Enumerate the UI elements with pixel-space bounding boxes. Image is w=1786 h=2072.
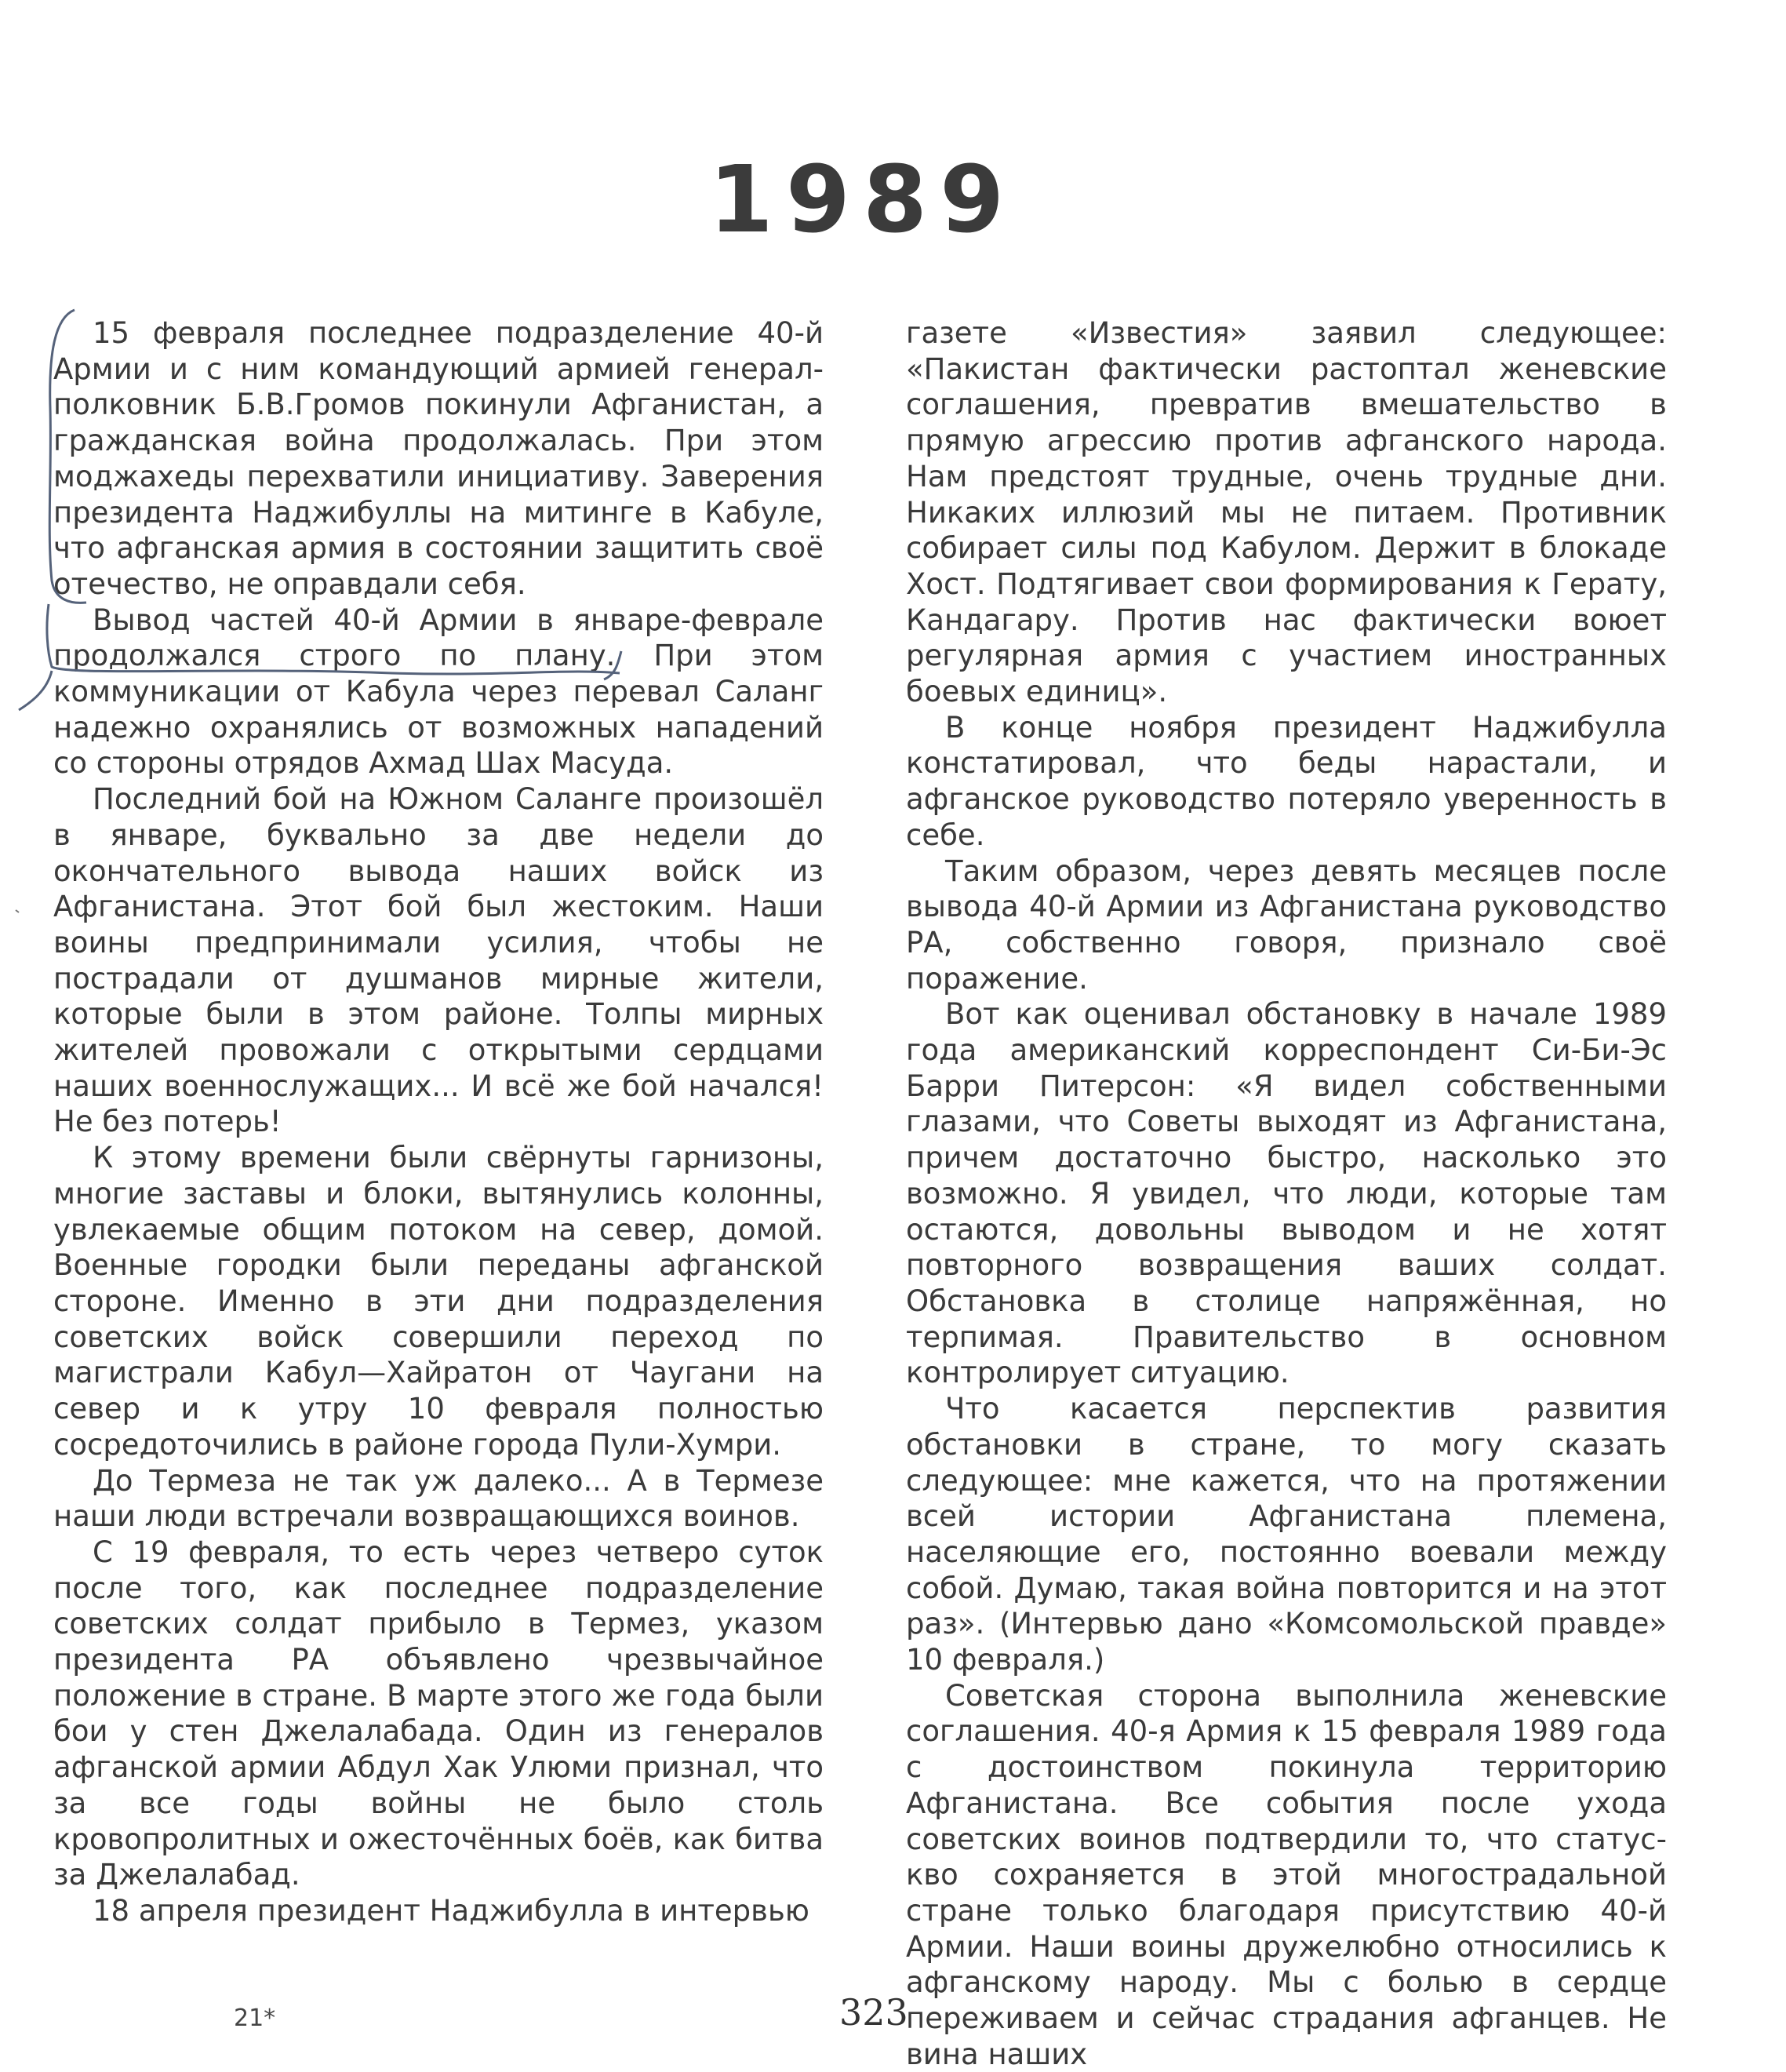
page-title: 1989 [708, 145, 1017, 253]
paragraph: Что касается перспектив развития обстановки в стране, то могу сказать следующее: мне кажется, что на протяжении всей истории Афганистана племена, населяющие его, постоянно воевали между собой. Думаю, такая война повторится и на этот раз». (Интервью дано «Комсомольской правде» 10 февраля.) [906, 1392, 1667, 1677]
paragraph: С 19 февраля, то есть через четверо суток после того, как последнее подразделение советских солдат прибыло в Термез, указом президента РА объявлено чрезвычайное положение в стране. В марте этого же года были бои у стен Джелалабада. Один из генералов афганской армии Абдул Хак Улюми признал, что за все годы войны не было столь кровопролитных и ожесточённых боёв, как битва за Джелалабад. [53, 1535, 824, 1892]
paragraph: К этому времени были свёрнуты гарнизоны, многие заставы и блоки, вытянулись колонны, увлекаемые общим потоком на север, домой. Военные городки были переданы афганской стороне. Именно в эти дни подразделения советских войск совершили переход по магистрали Кабул—Хайратон от Чаугани на север и к утру 10 февраля полностью сосредоточились в районе города Пули-Хумри. [53, 1141, 824, 1462]
paragraph: До Термеза не так уж далеко... А в Термезе наши люди встречали возвращающихся воинов. [53, 1463, 824, 1534]
paragraph: Последний бой на Южном Саланге произошёл в январе, буквально за две недели до окончательного вывода наших войск из Афганистана. Этот бой был жестоким. Наши воины предпринимали усилия, чтобы не пострадали от душманов мирные жители, которые были в этом районе. Толпы мирных жителей провожали с открытыми сердцами наших военнослужащих... И всё же бой начался! Не без потерь! [53, 782, 824, 1139]
signature-mark: 21* [234, 2005, 276, 2032]
paragraph: Вывод частей 40-й Армии в январе-феврале продолжался строго по плану. При этом коммуникации от Кабула через перевал Саланг надежно охранялись от возможных нападений со стороны отрядов Ахмад Шах Масуда. [53, 603, 824, 781]
left-column [53, 315, 824, 1929]
paragraph: Вот как оценивал обстановку в начале 1989 года американский корреспондент Си-Би-Эс Барри Питерсон: «Я видел собственными глазами, что Советы выходят из Афганистана, причем достаточно быстро, насколько это возможно. Я увидел, что люди, которые там остаются, довольны выводом и не хотят повторного возвращения ваших солдат. Обстановка в столице напряжённая, но терпимая. Правительство в основном контролирует ситуацию. [906, 997, 1667, 1390]
paragraph: Советская сторона выполнила женевские соглашения. 40-я Армия к 15 февраля 1989 года с достоинством покинула территорию Афганистана. Все события после ухода советских воинов подтвердили то, что статус-кво сохраняется в этой многострадальной стране только благодаря присутствию 40-й Армии. Наши воины дружелюбно относились к афганскому народу. Мы с болью в сердце переживаем и сейчас страдания афганцев. Не вина наших [906, 1678, 1667, 2071]
right-column [906, 315, 1667, 2072]
paragraph: Таким образом, через девять месяцев после вывода 40-й Армии из Афганистана руководство РА, собственно говоря, признало своё поражение. [906, 854, 1667, 996]
paragraph: 15 февраля последнее подразделение 40-й Армии и с ним командующий армией генерал-полковник Б.В.Громов покинули Афганистан, а гражданская война продолжалась. При этом моджахеды перехватили инициативу. Заверения президента Наджибуллы на митинге в Кабуле, что афганская армия в состоянии защитить своё отечество, не оправдали себя. [53, 316, 824, 601]
paragraph: В конце ноября президент Наджибулла констатировал, что беды нарастали, и афганское руководство потеряло уверенность в себе. [906, 710, 1667, 852]
paragraph: 18 апреля президент Наджибулла в интервью [93, 1893, 809, 1928]
page-number: 323 [839, 1991, 908, 2034]
paragraph: газете «Известия» заявил следующее: «Пакистан фактически растоптал женевские соглашения, превратив вмешательство в прямую агрессию против афганского народа. Нам предстоят трудные, очень трудные дни. Никаких иллюзий мы не питаем. Противник собирает силы под Кабулом. Держит в блокаде Хост. Подтягивает свои формирования к Герату, Кандагару. Против нас фактически воюет регулярная армия с участием иностранных боевых единиц». [906, 316, 1667, 709]
